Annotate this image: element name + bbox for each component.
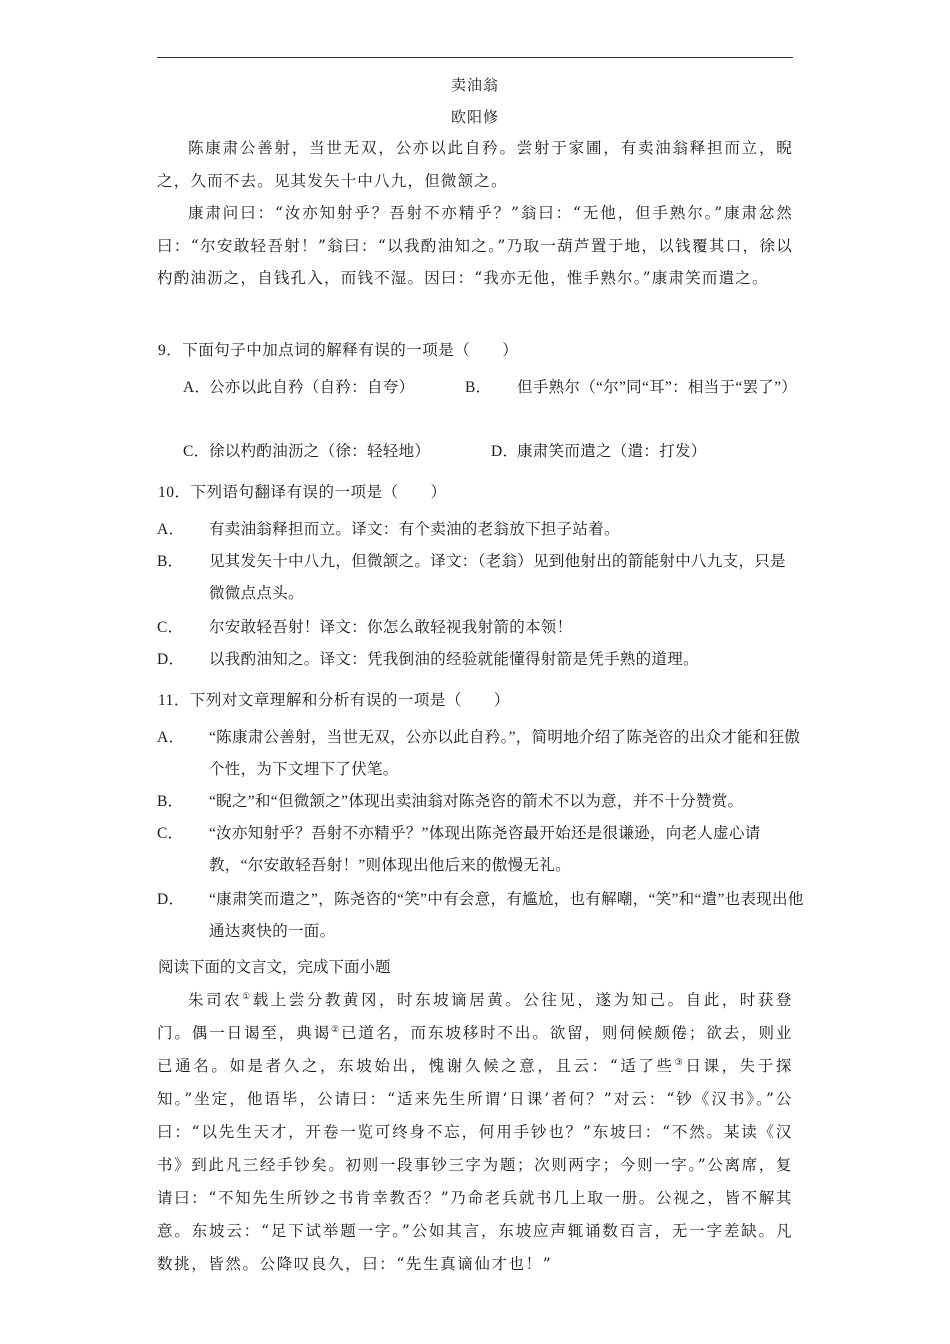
option-text: “康肃笑而遣之”，陈尧咨的“笑”中有会意，有尴尬，也有解嘲，“笑”和“遣”也表现出他通达爽快的一面。 [209, 891, 804, 940]
question-9-option-a [183, 372, 483, 404]
option-letter: C． [183, 443, 210, 460]
option-text: 公亦以此自矜（自矜：自夸） [209, 379, 415, 396]
option-letter: A． [183, 379, 211, 396]
option-letter: D． [157, 891, 185, 908]
reading-instruction: 阅读下面的文言文，完成下面小题 [158, 959, 391, 976]
passage-2-paragraph [157, 984, 793, 1281]
passage-2-text-4: 日课，失于探知。”坐定，他语毕，公请曰：“适来先生所谓‘日课’者何？”对云：“钞《汉书》。”公曰：“以先生天才，开卷一览可终身不忘，何用手钞也？”东坡曰：“不然。某读《汉书》到此凡三经手钞矣。初则一段事钞三字为题；次则两字；今则一字。”公离席，复请曰：“不知先生所钞之书肯幸教否？”乃命老兵就书几上取一册。公视之，皆不解其意。东坡云：“足下试举题一字。”公如其言，东坡应声辄诵数百言，无一字差缺。凡数挑，皆然。公降叹良久，曰：“先生真谪仙才也！” [157, 1057, 794, 1273]
passage-2-text-2: 载上尝分教黄冈，时东坡谪居黄。公往见，遂为知己。自此，时获登门。偶一日谒至，典谒 [157, 991, 793, 1042]
question-10-option-a [157, 514, 799, 546]
option-text: 尔安敢轻吾射！译文：你怎么敢轻视我射箭的本领！ [209, 619, 573, 636]
question-9-option-b [465, 372, 807, 404]
option-text: 但手熟尔（“尔”同“耳”：相当于“罢了”） [517, 379, 798, 396]
header-rule [157, 57, 793, 58]
footnote-marker-1: ① [242, 991, 253, 1002]
option-letter: B． [157, 793, 184, 810]
option-text: “汝亦知射乎？吾射不亦精乎？”体现出陈尧咨最开始还是很谦逊，向老人虚心请教，“尔安敢轻吾射！”则体现出他后来的傲慢无礼。 [209, 825, 761, 874]
option-text: “睨之”和“但微颔之”体现出卖油翁对陈尧咨的箭术不以为意，并不十分赞赏。 [209, 793, 744, 810]
question-11-option-c [157, 818, 809, 882]
question-9-stem: 9．下面句子中加点词的解释有误的一项是（ ） [158, 342, 519, 359]
option-text: “陈康肃公善射，当世无双，公亦以此自矜。”，简明地介绍了陈尧咨的出众才能和狂傲个性，为下文埋下了伏笔。 [209, 729, 801, 778]
option-letter: B． [157, 553, 184, 570]
option-letter: B． [465, 379, 492, 396]
option-letter: A． [157, 521, 185, 538]
passage-title: 卖油翁 [450, 76, 499, 94]
question-11-stem: 11．下列对文章理解和分析有误的一项是（ ） [158, 692, 510, 709]
option-letter: A． [157, 729, 185, 746]
option-text: 有卖油翁释担而立。译文：有个卖油的老翁放下担子站着。 [209, 521, 620, 538]
passage-2-text-3: 已道名，而东坡移时不出。欲留，则伺候颇倦；欲去，则业已通名。如是者久之，东坡始出，愧谢久候之意，且云：“适了些 [157, 1024, 793, 1075]
question-10-option-d [157, 644, 799, 676]
question-10-stem: 10．下列语句翻译有误的一项是（ ） [158, 484, 447, 501]
option-letter: D． [157, 651, 185, 668]
question-11-option-d [157, 884, 817, 948]
question-10-option-c [157, 612, 799, 644]
option-letter: C． [157, 825, 184, 842]
question-9-option-d [491, 436, 781, 468]
option-text: 见其发矢十中八九，但微颔之。译文：（老翁）见到他射出的箭能射中八九支，只是微微点点头。 [209, 553, 786, 602]
option-letter: C． [157, 619, 184, 636]
question-11-option-b [157, 786, 809, 818]
passage-paragraph-1: 陈康肃公善射，当世无双，公亦以此自矜。尝射于家圃，有卖油翁释担而立，睨之，久而不去。见其发矢十中八九，但微颔之。 [157, 139, 793, 190]
passage-2-text-1: 朱司农 [188, 991, 243, 1009]
option-text: 康肃笑而遣之（遣：打发） [517, 443, 707, 460]
question-9-option-c [183, 436, 483, 468]
option-letter: D． [491, 443, 519, 460]
question-11-option-a [157, 722, 809, 786]
footnote-marker-2: ② [330, 1024, 341, 1035]
question-10-option-b [157, 546, 799, 610]
option-text: 以我酌油知之。译文：凭我倒油的经验就能懂得射箭是凭手熟的道理。 [209, 651, 699, 668]
passage-author: 欧阳修 [450, 108, 499, 126]
footnote-marker-3: ③ [674, 1057, 686, 1068]
passage-paragraph-2: 康肃问曰：“汝亦知射乎？吾射不亦精乎？”翁曰：“无他，但手熟尔。”康肃忿然曰：“尔安敢轻吾射！”翁曰：“以我酌油知之。”乃取一葫芦置于地，以钱覆其口，徐以杓酌油沥之，自钱孔入，而钱不湿。因曰：“我亦无他，惟手熟尔。”康肃笑而遣之。 [157, 204, 793, 287]
option-text: 徐以杓酌油沥之（徐：轻轻地） [209, 443, 431, 460]
